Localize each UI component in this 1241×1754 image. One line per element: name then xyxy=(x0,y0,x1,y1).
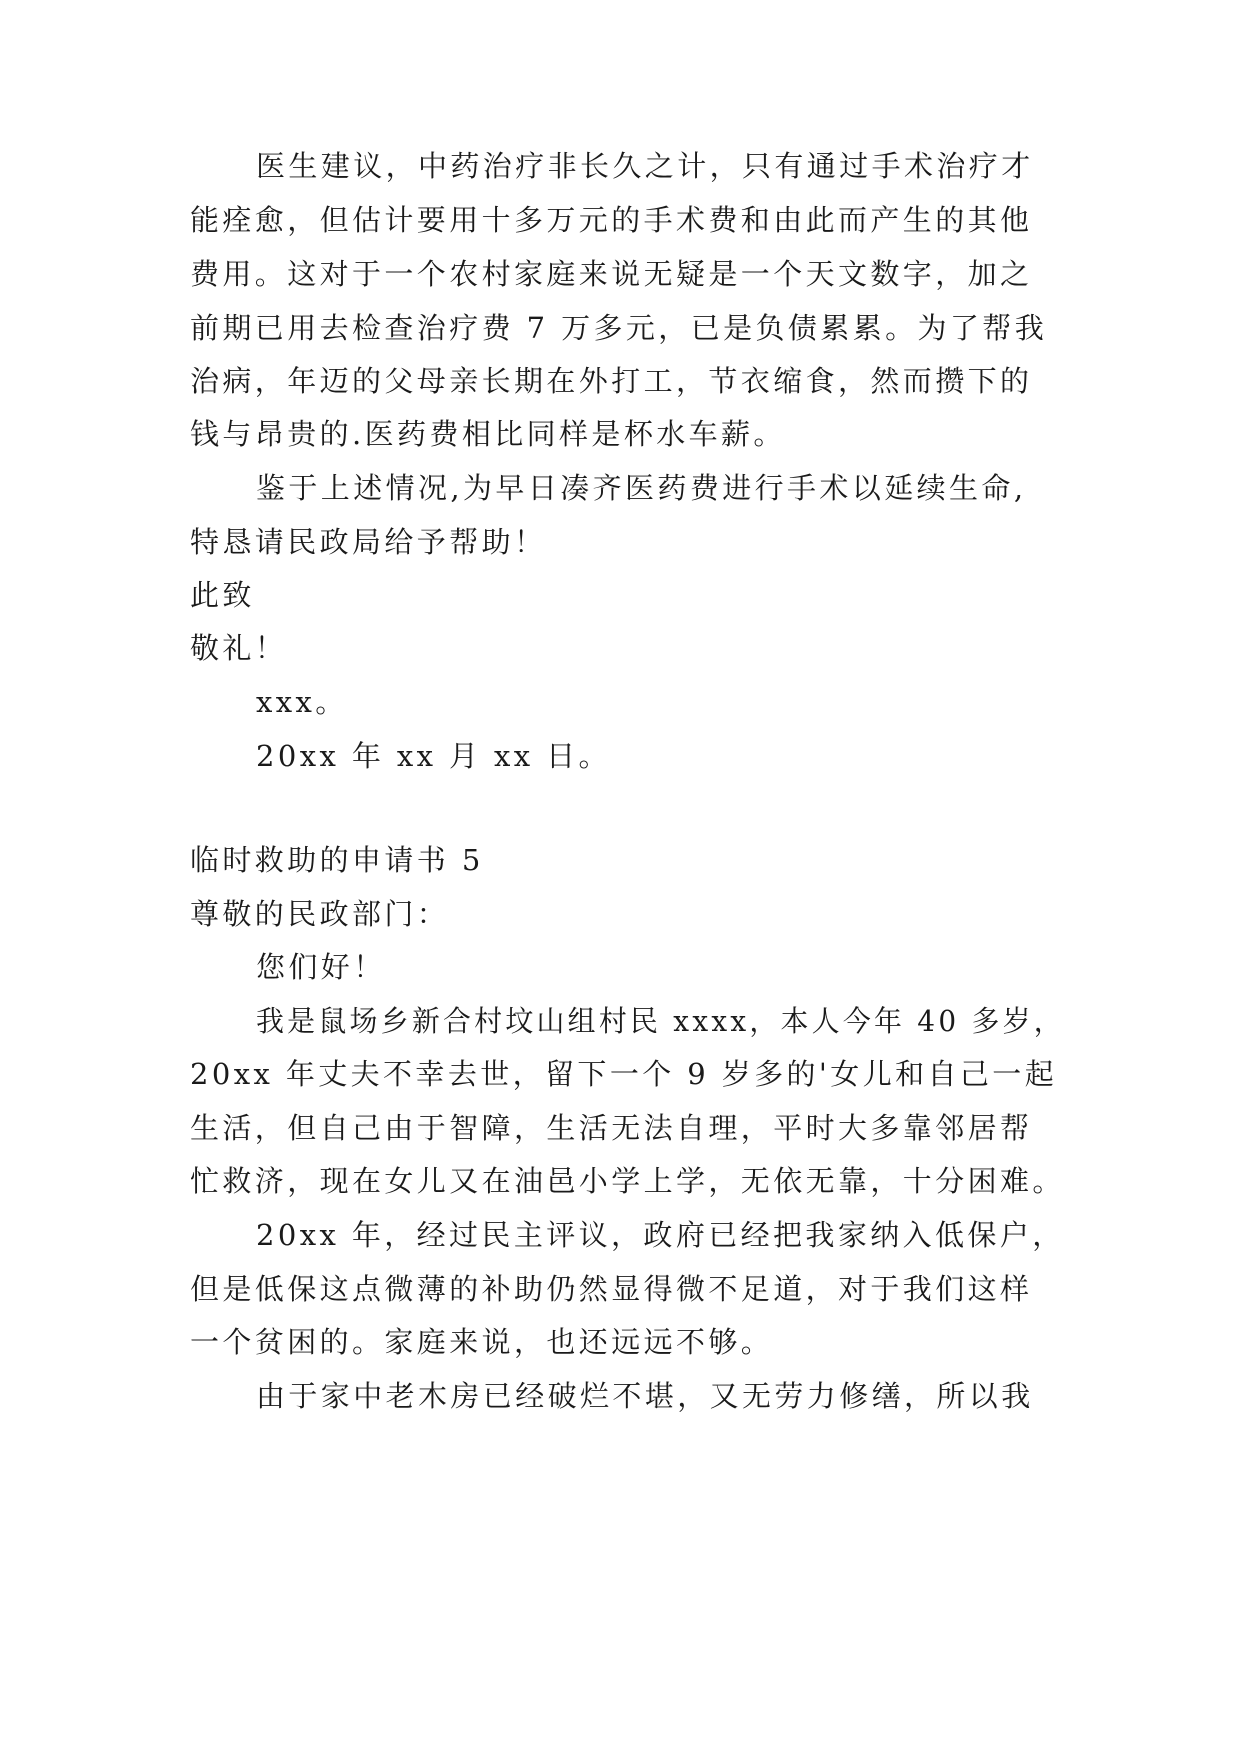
section-title: 临时救助的申请书 5 xyxy=(190,843,484,877)
paragraph-line: 前期已用去检查治疗费 7 万多元，已是负债累累。为了帮我 xyxy=(190,311,1048,345)
closing-phrase: 此致 xyxy=(190,578,255,612)
paragraph-line: 特恳请民政局给予帮助！ xyxy=(190,525,547,559)
paragraph-line: 钱与昂贵的.医药费相比同样是杯水车薪。 xyxy=(190,417,786,451)
paragraph-line: 20xx 年，经过民主评议，政府已经把我家纳入低保户， xyxy=(256,1218,1065,1252)
paragraph-line: 费用。这对于一个农村家庭来说无疑是一个天文数字，加之 xyxy=(190,257,1033,291)
signature-date: 20xx 年 xx 月 xx 日。 xyxy=(256,739,611,773)
paragraph-line: 治病，年迈的父母亲长期在外打工，节衣缩食，然而攒下的 xyxy=(190,364,1033,398)
paragraph-line: 忙救济，现在女儿又在油邑小学上学，无依无靠，十分困难。 xyxy=(190,1164,1065,1198)
greeting: 您们好！ xyxy=(256,950,386,984)
paragraph-line: 鉴于上述情况,为早日凑齐医药费进行手术以延续生命, xyxy=(256,471,1027,505)
paragraph-line: 我是鼠场乡新合村坟山组村民 xxxx，本人今年 40 多岁， xyxy=(256,1004,1065,1038)
paragraph-line: 但是低保这点微薄的补助仍然显得微不足道，对于我们这样 xyxy=(190,1272,1033,1306)
paragraph-line: 20xx 年丈夫不幸去世，留下一个 9 岁多的'女儿和自己一起 xyxy=(190,1057,1058,1091)
signature-name: xxx。 xyxy=(256,685,348,719)
salutation: 尊敬的民政部门： xyxy=(190,897,450,931)
closing-salute: 敬礼！ xyxy=(190,631,288,665)
paragraph-line: 医生建议，中药治疗非长久之计，只有通过手术治疗才 xyxy=(256,149,1034,183)
paragraph-line: 能痊愈，但估计要用十多万元的手术费和由此而产生的其他 xyxy=(190,203,1033,237)
paragraph-line: 由于家中老木房已经破烂不堪，又无劳力修缮，所以我 xyxy=(256,1379,1034,1413)
paragraph-line: 一个贫困的。家庭来说，也还远远不够。 xyxy=(190,1325,774,1359)
paragraph-line: 生活，但自己由于智障，生活无法自理，平时大多靠邻居帮 xyxy=(190,1111,1033,1145)
